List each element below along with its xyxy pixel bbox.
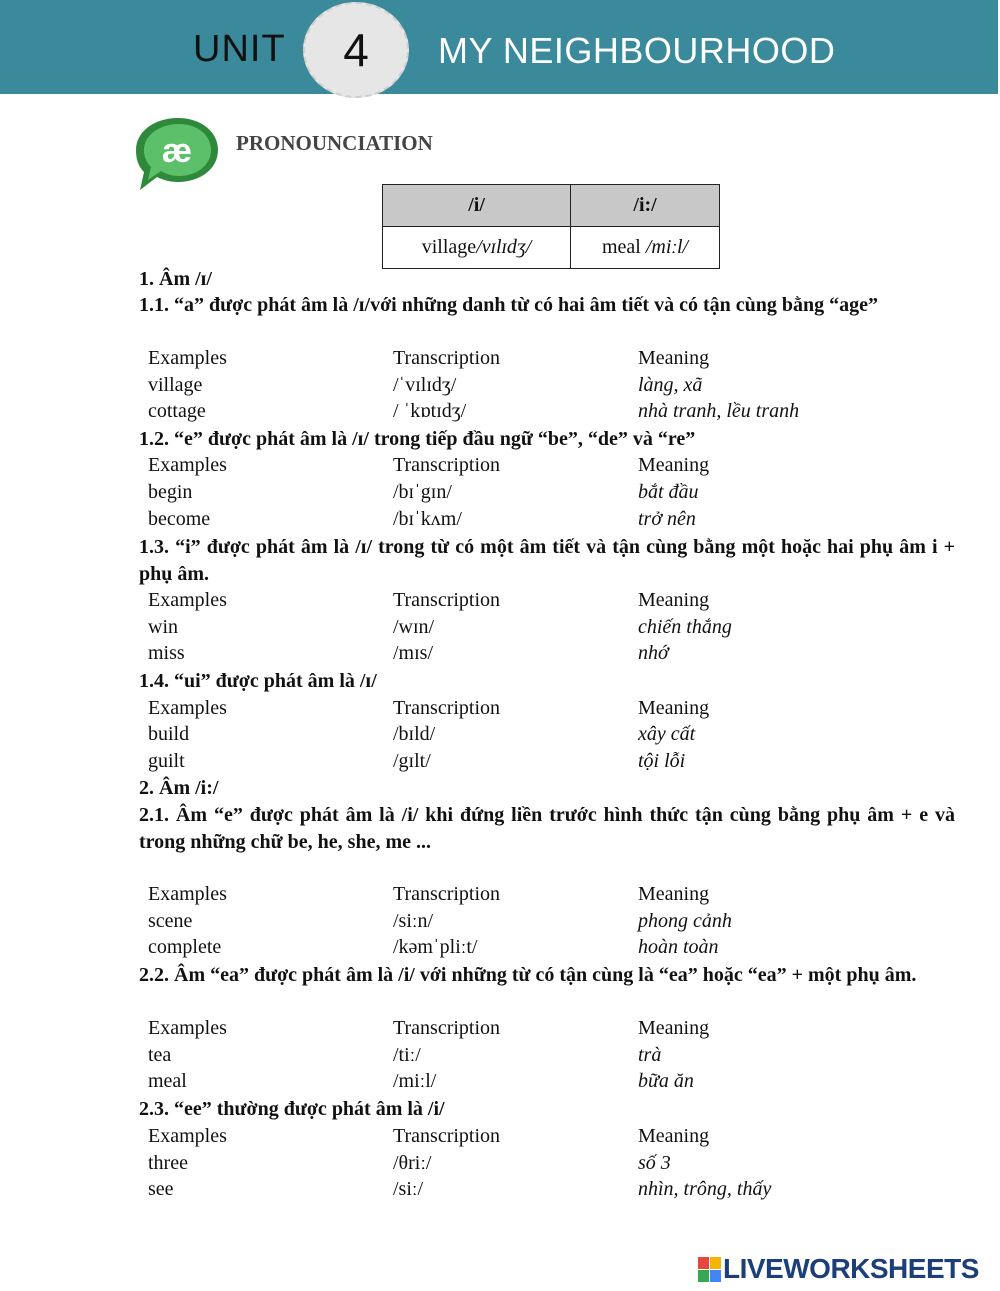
brand-name: LIVEWORKSHEETS [723, 1253, 979, 1284]
example-row: village /ˈvɪlɪdʒ/ làng, xã [148, 374, 703, 396]
column-header-row: Examples Transcription Meaning [148, 697, 710, 719]
column-header-row: Examples Transcription Meaning [148, 454, 710, 476]
example-row: miss /mɪs/ nhớ [148, 642, 669, 664]
rule-heading: 2.1. Âm “e” được phát âm là /i/ khi đứng liền trước hình thức tận cùng bằng phụ âm + e và trong những chữ be, he, she, me ... [139, 804, 955, 853]
rule-heading: 1.2. “e” được phát âm là /ɪ/ trong tiếp đầu ngữ “be”, “de” và “re” [139, 428, 696, 450]
example-row: three /θriː/ số 3 [148, 1152, 671, 1174]
example-row: see /siː/ nhìn, trông, thấy [148, 1178, 772, 1200]
rule-heading: 2.2. Âm “ea” được phát âm là /i/ với những từ có tận cùng là “ea” hoặc “ea” + một phụ âm. [139, 964, 917, 986]
column-header-row: Examples Transcription Meaning [148, 347, 710, 369]
example-row: complete /kəmˈpliːt/ hoàn toàn [148, 936, 719, 958]
example-row: cottage / ˈkɒtɪdʒ/ nhà tranh, lều tranh [148, 400, 800, 422]
sound-table [382, 184, 720, 269]
unit-label: UNIT [193, 28, 286, 70]
section-title: PRONOUNCIATION [236, 131, 433, 155]
example-row: scene /siːn/ phong cảnh [148, 910, 732, 932]
example-ipa: /vɪlɪdʒ/ [476, 236, 532, 258]
rule-heading: 1. Âm /ɪ/ [139, 268, 212, 290]
example-row: win /wɪn/ chiến thắng [148, 616, 732, 638]
unit-number: 4 [343, 24, 369, 76]
example-ipa: /miːl/ [645, 236, 689, 258]
column-header-row: Examples Transcription Meaning [148, 1017, 710, 1039]
rule-heading: 1.1. “a” được phát âm là /ɪ/với những danh từ có hai âm tiết và có tận cùng bằng “age” [139, 294, 878, 316]
sound-header-long-i: /i:/ [571, 185, 720, 227]
rule-heading: 2.3. “ee” thường được phát âm là /i/ [139, 1098, 445, 1120]
sound-header-short-i: /i/ [383, 185, 571, 227]
example-word: village [421, 236, 477, 258]
example-row: begin /bɪˈgɪn/ bắt đầu [148, 481, 699, 503]
example-row: guilt /gɪlt/ tội lỗi [148, 750, 686, 772]
sound-example-long-i [571, 227, 720, 269]
logo-glyph: æ [161, 132, 193, 170]
example-word: meal [602, 236, 641, 258]
unit-title: MY NEIGHBOURHOOD [438, 30, 836, 71]
rule-heading: 2. Âm /i:/ [139, 777, 219, 799]
example-row: become /bɪˈkʌm/ trở nên [148, 508, 696, 530]
column-header-row: Examples Transcription Meaning [148, 1125, 710, 1147]
rule-heading: 1.4. “ui” được phát âm là /ɪ/ [139, 670, 377, 692]
liveworksheets-logo[interactable] [698, 1253, 979, 1285]
example-row: build /bɪld/ xây cất [148, 723, 696, 745]
column-header-row: Examples Transcription Meaning [148, 883, 710, 905]
example-row: meal /miːl/ bữa ăn [148, 1070, 694, 1092]
column-header-row: Examples Transcription Meaning [148, 589, 710, 611]
unit-number-badge [303, 2, 409, 98]
sound-example-short-i [383, 227, 571, 269]
example-row: tea /tiː/ trà [148, 1044, 662, 1066]
brand-icon [698, 1257, 720, 1281]
speech-bubble-ae-icon [134, 116, 220, 194]
rule-heading: 1.3. “i” được phát âm là /ɪ/ trong từ có một âm tiết và tận cùng bằng một hoặc hai phụ âm i + phụ âm. [139, 536, 955, 585]
